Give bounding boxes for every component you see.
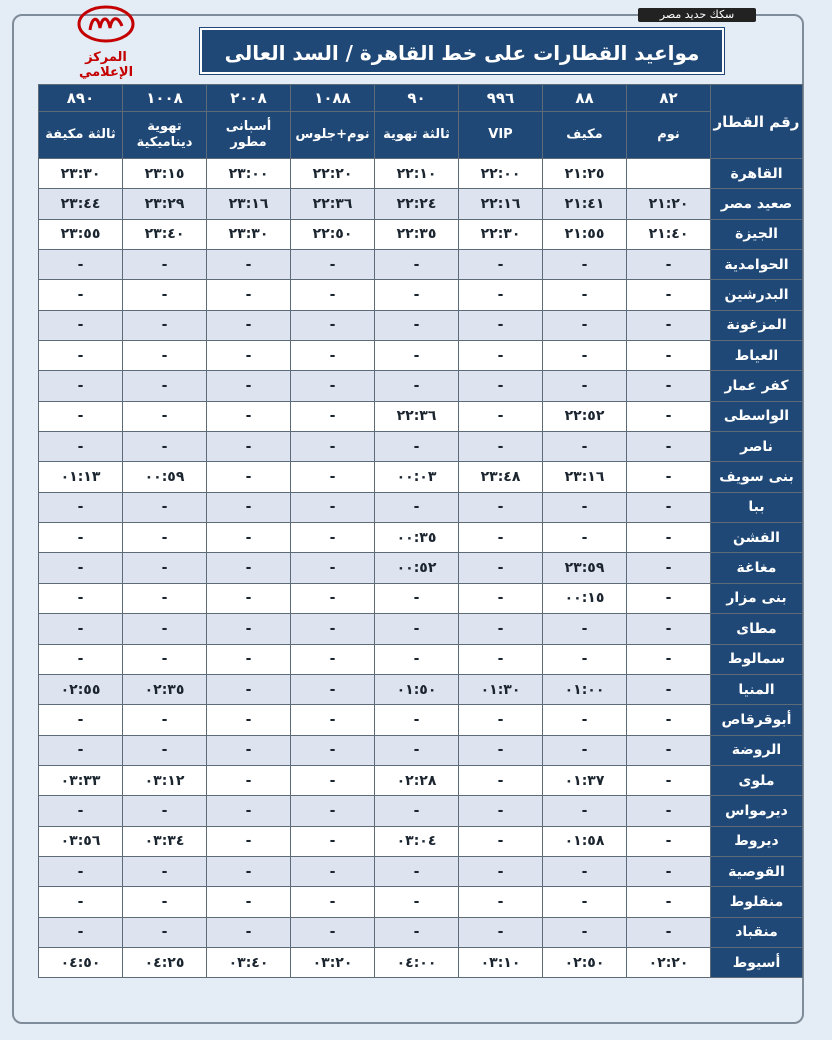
- departure-time: -: [627, 735, 711, 765]
- departure-time: -: [459, 705, 543, 735]
- departure-time: -: [291, 917, 375, 947]
- train-number-row: [39, 85, 803, 112]
- train-number-header: رقم القطار: [711, 85, 803, 159]
- departure-time: ٢٢:٣٥: [375, 219, 459, 249]
- departure-time: -: [543, 492, 627, 522]
- departure-time: -: [207, 887, 291, 917]
- departure-time: -: [543, 735, 627, 765]
- departure-time: -: [375, 644, 459, 674]
- departure-time: -: [123, 583, 207, 613]
- departure-time: -: [207, 856, 291, 886]
- departure-time: -: [39, 856, 123, 886]
- departure-time: -: [627, 705, 711, 735]
- departure-time: ٠١:٥٠: [375, 674, 459, 704]
- departure-time: -: [123, 705, 207, 735]
- departure-time: -: [375, 917, 459, 947]
- departure-time: -: [291, 553, 375, 583]
- departure-time: -: [39, 887, 123, 917]
- departure-time: -: [627, 280, 711, 310]
- departure-time: -: [123, 796, 207, 826]
- departure-time: -: [627, 371, 711, 401]
- departure-time: ٠١:٣٠: [459, 674, 543, 704]
- departure-time: -: [291, 887, 375, 917]
- logo-text: المركز الإعلامي: [78, 50, 134, 80]
- schedule-body: [39, 159, 803, 978]
- station-name: صعيد مصر: [711, 189, 803, 219]
- train-class: ثالثة مكيفة: [39, 112, 123, 159]
- departure-time: ٢٣:٠٠: [207, 159, 291, 189]
- departure-time: -: [543, 280, 627, 310]
- departure-time: -: [375, 705, 459, 735]
- table-row: [39, 674, 803, 704]
- departure-time: -: [291, 371, 375, 401]
- departure-time: -: [291, 462, 375, 492]
- departure-time: -: [459, 735, 543, 765]
- table-row: [39, 614, 803, 644]
- departure-time: -: [459, 280, 543, 310]
- departure-time: -: [627, 887, 711, 917]
- station-name: العياط: [711, 341, 803, 371]
- departure-time: ٢٣:٥٩: [543, 553, 627, 583]
- station-name: مطاى: [711, 614, 803, 644]
- departure-time: -: [123, 432, 207, 462]
- departure-time: ٢١:٢٥: [543, 159, 627, 189]
- departure-time: -: [39, 432, 123, 462]
- departure-time: -: [291, 796, 375, 826]
- departure-time: -: [39, 401, 123, 431]
- railway-logo-icon: [76, 4, 136, 44]
- table-row: [39, 553, 803, 583]
- train-number: ١٠٠٨: [123, 85, 207, 112]
- departure-time: ٢٣:١٦: [543, 462, 627, 492]
- departure-time: -: [207, 250, 291, 280]
- departure-time: -: [207, 310, 291, 340]
- station-name: ناصر: [711, 432, 803, 462]
- train-number: ٢٠٠٨: [207, 85, 291, 112]
- departure-time: -: [375, 250, 459, 280]
- departure-time: -: [459, 826, 543, 856]
- departure-time: -: [375, 796, 459, 826]
- departure-time: -: [627, 856, 711, 886]
- departure-time: ٢٢:٠٠: [459, 159, 543, 189]
- departure-time: -: [207, 401, 291, 431]
- departure-time: -: [291, 765, 375, 795]
- departure-time: ٠٣:٢٠: [291, 947, 375, 977]
- departure-time: -: [207, 341, 291, 371]
- departure-time: -: [39, 250, 123, 280]
- departure-time: -: [627, 796, 711, 826]
- departure-time: -: [543, 341, 627, 371]
- departure-time: -: [627, 401, 711, 431]
- departure-time: ٢٣:٢٩: [123, 189, 207, 219]
- departure-time: ٢٢:٢٠: [291, 159, 375, 189]
- departure-time: ٢٣:١٥: [123, 159, 207, 189]
- departure-time: -: [543, 856, 627, 886]
- departure-time: -: [627, 250, 711, 280]
- departure-time: -: [459, 310, 543, 340]
- departure-time: -: [39, 614, 123, 644]
- departure-time: ٠٤:٢٥: [123, 947, 207, 977]
- table-row: [39, 371, 803, 401]
- departure-time: -: [123, 553, 207, 583]
- departure-time: -: [207, 371, 291, 401]
- station-name: ديروط: [711, 826, 803, 856]
- departure-time: -: [459, 917, 543, 947]
- departure-time: -: [291, 523, 375, 553]
- departure-time: -: [543, 917, 627, 947]
- departure-time: ٢٣:٤٨: [459, 462, 543, 492]
- departure-time: -: [123, 341, 207, 371]
- departure-time: -: [39, 705, 123, 735]
- departure-time: -: [39, 917, 123, 947]
- departure-time: -: [123, 614, 207, 644]
- train-number: ١٠٨٨: [291, 85, 375, 112]
- departure-time: ٠١:١٣: [39, 462, 123, 492]
- station-name: القاهرة: [711, 159, 803, 189]
- table-row: [39, 341, 803, 371]
- train-number: ٨٩٠: [39, 85, 123, 112]
- departure-time: ٠٢:٢٠: [627, 947, 711, 977]
- departure-time: -: [459, 614, 543, 644]
- departure-time: -: [375, 371, 459, 401]
- departure-time: -: [543, 644, 627, 674]
- train-class: أسبانى مطور: [207, 112, 291, 159]
- station-name: مغاغة: [711, 553, 803, 583]
- departure-time: -: [207, 765, 291, 795]
- train-class: VIP: [459, 112, 543, 159]
- departure-time: -: [627, 765, 711, 795]
- departure-time: -: [123, 917, 207, 947]
- departure-time: -: [123, 644, 207, 674]
- departure-time: ٠٣:٣٤: [123, 826, 207, 856]
- train-class: نوم+جلوس: [291, 112, 375, 159]
- departure-time: -: [375, 856, 459, 886]
- departure-time: ٢٣:٣٠: [207, 219, 291, 249]
- departure-time: -: [291, 856, 375, 886]
- table-row: [39, 250, 803, 280]
- departure-time: ٠٣:٠٤: [375, 826, 459, 856]
- departure-time: ٢٣:١٦: [207, 189, 291, 219]
- table-row: [39, 826, 803, 856]
- departure-time: -: [375, 887, 459, 917]
- station-name: سمالوط: [711, 644, 803, 674]
- table-row: [39, 947, 803, 977]
- departure-time: -: [459, 856, 543, 886]
- departure-time: -: [543, 523, 627, 553]
- departure-time: -: [627, 644, 711, 674]
- table-row: [39, 159, 803, 189]
- departure-time: -: [375, 432, 459, 462]
- departure-time: -: [39, 796, 123, 826]
- departure-time: ٢٣:٤٤: [39, 189, 123, 219]
- departure-time: -: [207, 796, 291, 826]
- departure-time: -: [291, 705, 375, 735]
- departure-time: -: [207, 553, 291, 583]
- departure-time: ٢٢:٣٦: [375, 401, 459, 431]
- departure-time: -: [207, 614, 291, 644]
- departure-time: ٢٢:١٦: [459, 189, 543, 219]
- departure-time: -: [39, 553, 123, 583]
- departure-time: -: [123, 250, 207, 280]
- departure-time: ٢١:٥٥: [543, 219, 627, 249]
- departure-time: ٠١:٥٨: [543, 826, 627, 856]
- table-row: [39, 280, 803, 310]
- departure-time: -: [627, 583, 711, 613]
- departure-time: -: [39, 644, 123, 674]
- departure-time: -: [375, 492, 459, 522]
- departure-time: -: [291, 492, 375, 522]
- table-row: [39, 219, 803, 249]
- table-row: [39, 917, 803, 947]
- station-name: كفر عمار: [711, 371, 803, 401]
- departure-time: -: [207, 917, 291, 947]
- departure-time: -: [207, 462, 291, 492]
- table-row: [39, 796, 803, 826]
- departure-time: -: [39, 583, 123, 613]
- departure-time: -: [375, 614, 459, 644]
- table-row: [39, 856, 803, 886]
- departure-time: -: [39, 523, 123, 553]
- train-number: ٨٨: [543, 85, 627, 112]
- departure-time: ٠١:٣٧: [543, 765, 627, 795]
- departure-time: ٠٣:١٢: [123, 765, 207, 795]
- train-class: ثالثة تهوية: [375, 112, 459, 159]
- station-name: منقباد: [711, 917, 803, 947]
- table-row: [39, 432, 803, 462]
- departure-time: -: [207, 644, 291, 674]
- train-class: تهوية ديناميكية: [123, 112, 207, 159]
- departure-time: -: [459, 371, 543, 401]
- station-name: ببا: [711, 492, 803, 522]
- table-row: [39, 735, 803, 765]
- departure-time: -: [123, 735, 207, 765]
- departure-time: -: [291, 310, 375, 340]
- departure-time: -: [459, 492, 543, 522]
- departure-time: ٢٢:٣٦: [291, 189, 375, 219]
- departure-time: ٢٢:٢٤: [375, 189, 459, 219]
- train-number: ٩٩٦: [459, 85, 543, 112]
- station-name: أسيوط: [711, 947, 803, 977]
- departure-time: ٢٢:١٠: [375, 159, 459, 189]
- station-name: ملوى: [711, 765, 803, 795]
- departure-time: ٠٣:٣٣: [39, 765, 123, 795]
- train-class-row: [39, 112, 803, 159]
- departure-time: ٠٠:٣٥: [375, 523, 459, 553]
- departure-time: -: [627, 341, 711, 371]
- departure-time: -: [39, 371, 123, 401]
- station-name: بنى مزار: [711, 583, 803, 613]
- departure-time: -: [207, 432, 291, 462]
- departure-time: -: [291, 674, 375, 704]
- departure-time: -: [123, 887, 207, 917]
- table-row: [39, 492, 803, 522]
- page-title: مواعيد القطارات على خط القاهرة / السد العالى: [200, 28, 724, 74]
- station-name: الفشن: [711, 523, 803, 553]
- departure-time: -: [543, 250, 627, 280]
- table-row: [39, 462, 803, 492]
- departure-time: -: [627, 462, 711, 492]
- station-name: القوصية: [711, 856, 803, 886]
- departure-time: -: [543, 310, 627, 340]
- departure-time: ٠١:٠٠: [543, 674, 627, 704]
- departure-time: ٠٤:٠٠: [375, 947, 459, 977]
- departure-time: ٠٢:٣٥: [123, 674, 207, 704]
- departure-time: -: [207, 492, 291, 522]
- departure-time: ٢٢:٣٠: [459, 219, 543, 249]
- departure-time: -: [39, 735, 123, 765]
- table-row: [39, 705, 803, 735]
- departure-time: -: [123, 280, 207, 310]
- table-row: [39, 765, 803, 795]
- departure-time: ٢١:٤١: [543, 189, 627, 219]
- departure-time: -: [123, 401, 207, 431]
- departure-time: -: [627, 523, 711, 553]
- departure-time: -: [291, 826, 375, 856]
- departure-time: -: [459, 250, 543, 280]
- schedule-table: [38, 84, 803, 978]
- departure-time: -: [627, 492, 711, 522]
- departure-time: -: [543, 705, 627, 735]
- departure-time: -: [459, 583, 543, 613]
- departure-time: -: [543, 432, 627, 462]
- departure-time: -: [627, 310, 711, 340]
- departure-time: -: [207, 583, 291, 613]
- departure-time: -: [543, 371, 627, 401]
- departure-time: ٠٢:٥٠: [543, 947, 627, 977]
- departure-time: -: [123, 856, 207, 886]
- departure-time: -: [39, 280, 123, 310]
- departure-time: -: [291, 401, 375, 431]
- train-class: نوم: [627, 112, 711, 159]
- table-row: [39, 310, 803, 340]
- departure-time: -: [459, 765, 543, 795]
- departure-time: -: [375, 280, 459, 310]
- departure-time: -: [291, 280, 375, 310]
- train-number: ٨٢: [627, 85, 711, 112]
- departure-time: -: [375, 735, 459, 765]
- departure-time: -: [459, 887, 543, 917]
- departure-time: -: [207, 674, 291, 704]
- train-class: مكيف: [543, 112, 627, 159]
- departure-time: -: [39, 310, 123, 340]
- departure-time: -: [123, 310, 207, 340]
- station-name: أبوقرقاص: [711, 705, 803, 735]
- departure-time: -: [375, 310, 459, 340]
- station-name: البدرشين: [711, 280, 803, 310]
- departure-time: ٠٢:٢٨: [375, 765, 459, 795]
- station-name: بنى سويف: [711, 462, 803, 492]
- departure-time: -: [291, 735, 375, 765]
- station-name: منفلوط: [711, 887, 803, 917]
- departure-time: -: [39, 341, 123, 371]
- table-row: [39, 644, 803, 674]
- station-name: المزغونة: [711, 310, 803, 340]
- departure-time: -: [291, 583, 375, 613]
- departure-time: -: [207, 280, 291, 310]
- departure-time: ٠٣:٥٦: [39, 826, 123, 856]
- train-number: ٩٠: [375, 85, 459, 112]
- departure-time: -: [459, 553, 543, 583]
- departure-time: -: [627, 674, 711, 704]
- station-name: المنيا: [711, 674, 803, 704]
- departure-time: -: [459, 401, 543, 431]
- departure-time: -: [291, 644, 375, 674]
- departure-time: -: [543, 887, 627, 917]
- table-row: [39, 189, 803, 219]
- departure-time: ٠٠:١٥: [543, 583, 627, 613]
- departure-time: ٢٢:٥٢: [543, 401, 627, 431]
- departure-time: ٢١:٤٠: [627, 219, 711, 249]
- departure-time: -: [627, 917, 711, 947]
- departure-time: -: [627, 432, 711, 462]
- departure-time: -: [39, 492, 123, 522]
- departure-time: [627, 159, 711, 189]
- station-name: الحوامدية: [711, 250, 803, 280]
- departure-time: ٢٣:٥٥: [39, 219, 123, 249]
- departure-time: ٠٠:٠٣: [375, 462, 459, 492]
- departure-time: -: [543, 796, 627, 826]
- table-row: [39, 887, 803, 917]
- table-row: [39, 401, 803, 431]
- departure-time: -: [123, 492, 207, 522]
- departure-time: ٠٠:٥٢: [375, 553, 459, 583]
- departure-time: ٠٣:١٠: [459, 947, 543, 977]
- departure-time: -: [291, 614, 375, 644]
- station-name: الروضة: [711, 735, 803, 765]
- departure-time: -: [207, 523, 291, 553]
- departure-time: ٠٤:٥٠: [39, 947, 123, 977]
- table-row: [39, 523, 803, 553]
- departure-time: -: [375, 341, 459, 371]
- departure-time: ٠٠:٥٩: [123, 462, 207, 492]
- departure-time: -: [459, 432, 543, 462]
- departure-time: -: [459, 796, 543, 826]
- departure-time: -: [207, 735, 291, 765]
- station-name: الواسطى: [711, 401, 803, 431]
- departure-time: -: [627, 553, 711, 583]
- departure-time: ٢١:٢٠: [627, 189, 711, 219]
- departure-time: -: [123, 371, 207, 401]
- logo: [62, 4, 150, 80]
- departure-time: -: [207, 826, 291, 856]
- departure-time: ٢٢:٥٠: [291, 219, 375, 249]
- station-name: ديرمواس: [711, 796, 803, 826]
- departure-time: ٠٣:٤٠: [207, 947, 291, 977]
- departure-time: -: [459, 644, 543, 674]
- table-row: [39, 583, 803, 613]
- departure-time: -: [627, 826, 711, 856]
- departure-time: -: [207, 705, 291, 735]
- departure-time: -: [543, 614, 627, 644]
- departure-time: ٢٣:٤٠: [123, 219, 207, 249]
- departure-time: ٢٣:٣٠: [39, 159, 123, 189]
- departure-time: -: [459, 523, 543, 553]
- departure-time: -: [123, 523, 207, 553]
- departure-time: -: [291, 432, 375, 462]
- departure-time: -: [459, 341, 543, 371]
- departure-time: -: [627, 614, 711, 644]
- brand-tag: سكك حديد مصر: [638, 8, 756, 22]
- departure-time: -: [291, 341, 375, 371]
- station-name: الجيزة: [711, 219, 803, 249]
- departure-time: -: [375, 583, 459, 613]
- departure-time: ٠٢:٥٥: [39, 674, 123, 704]
- departure-time: -: [291, 250, 375, 280]
